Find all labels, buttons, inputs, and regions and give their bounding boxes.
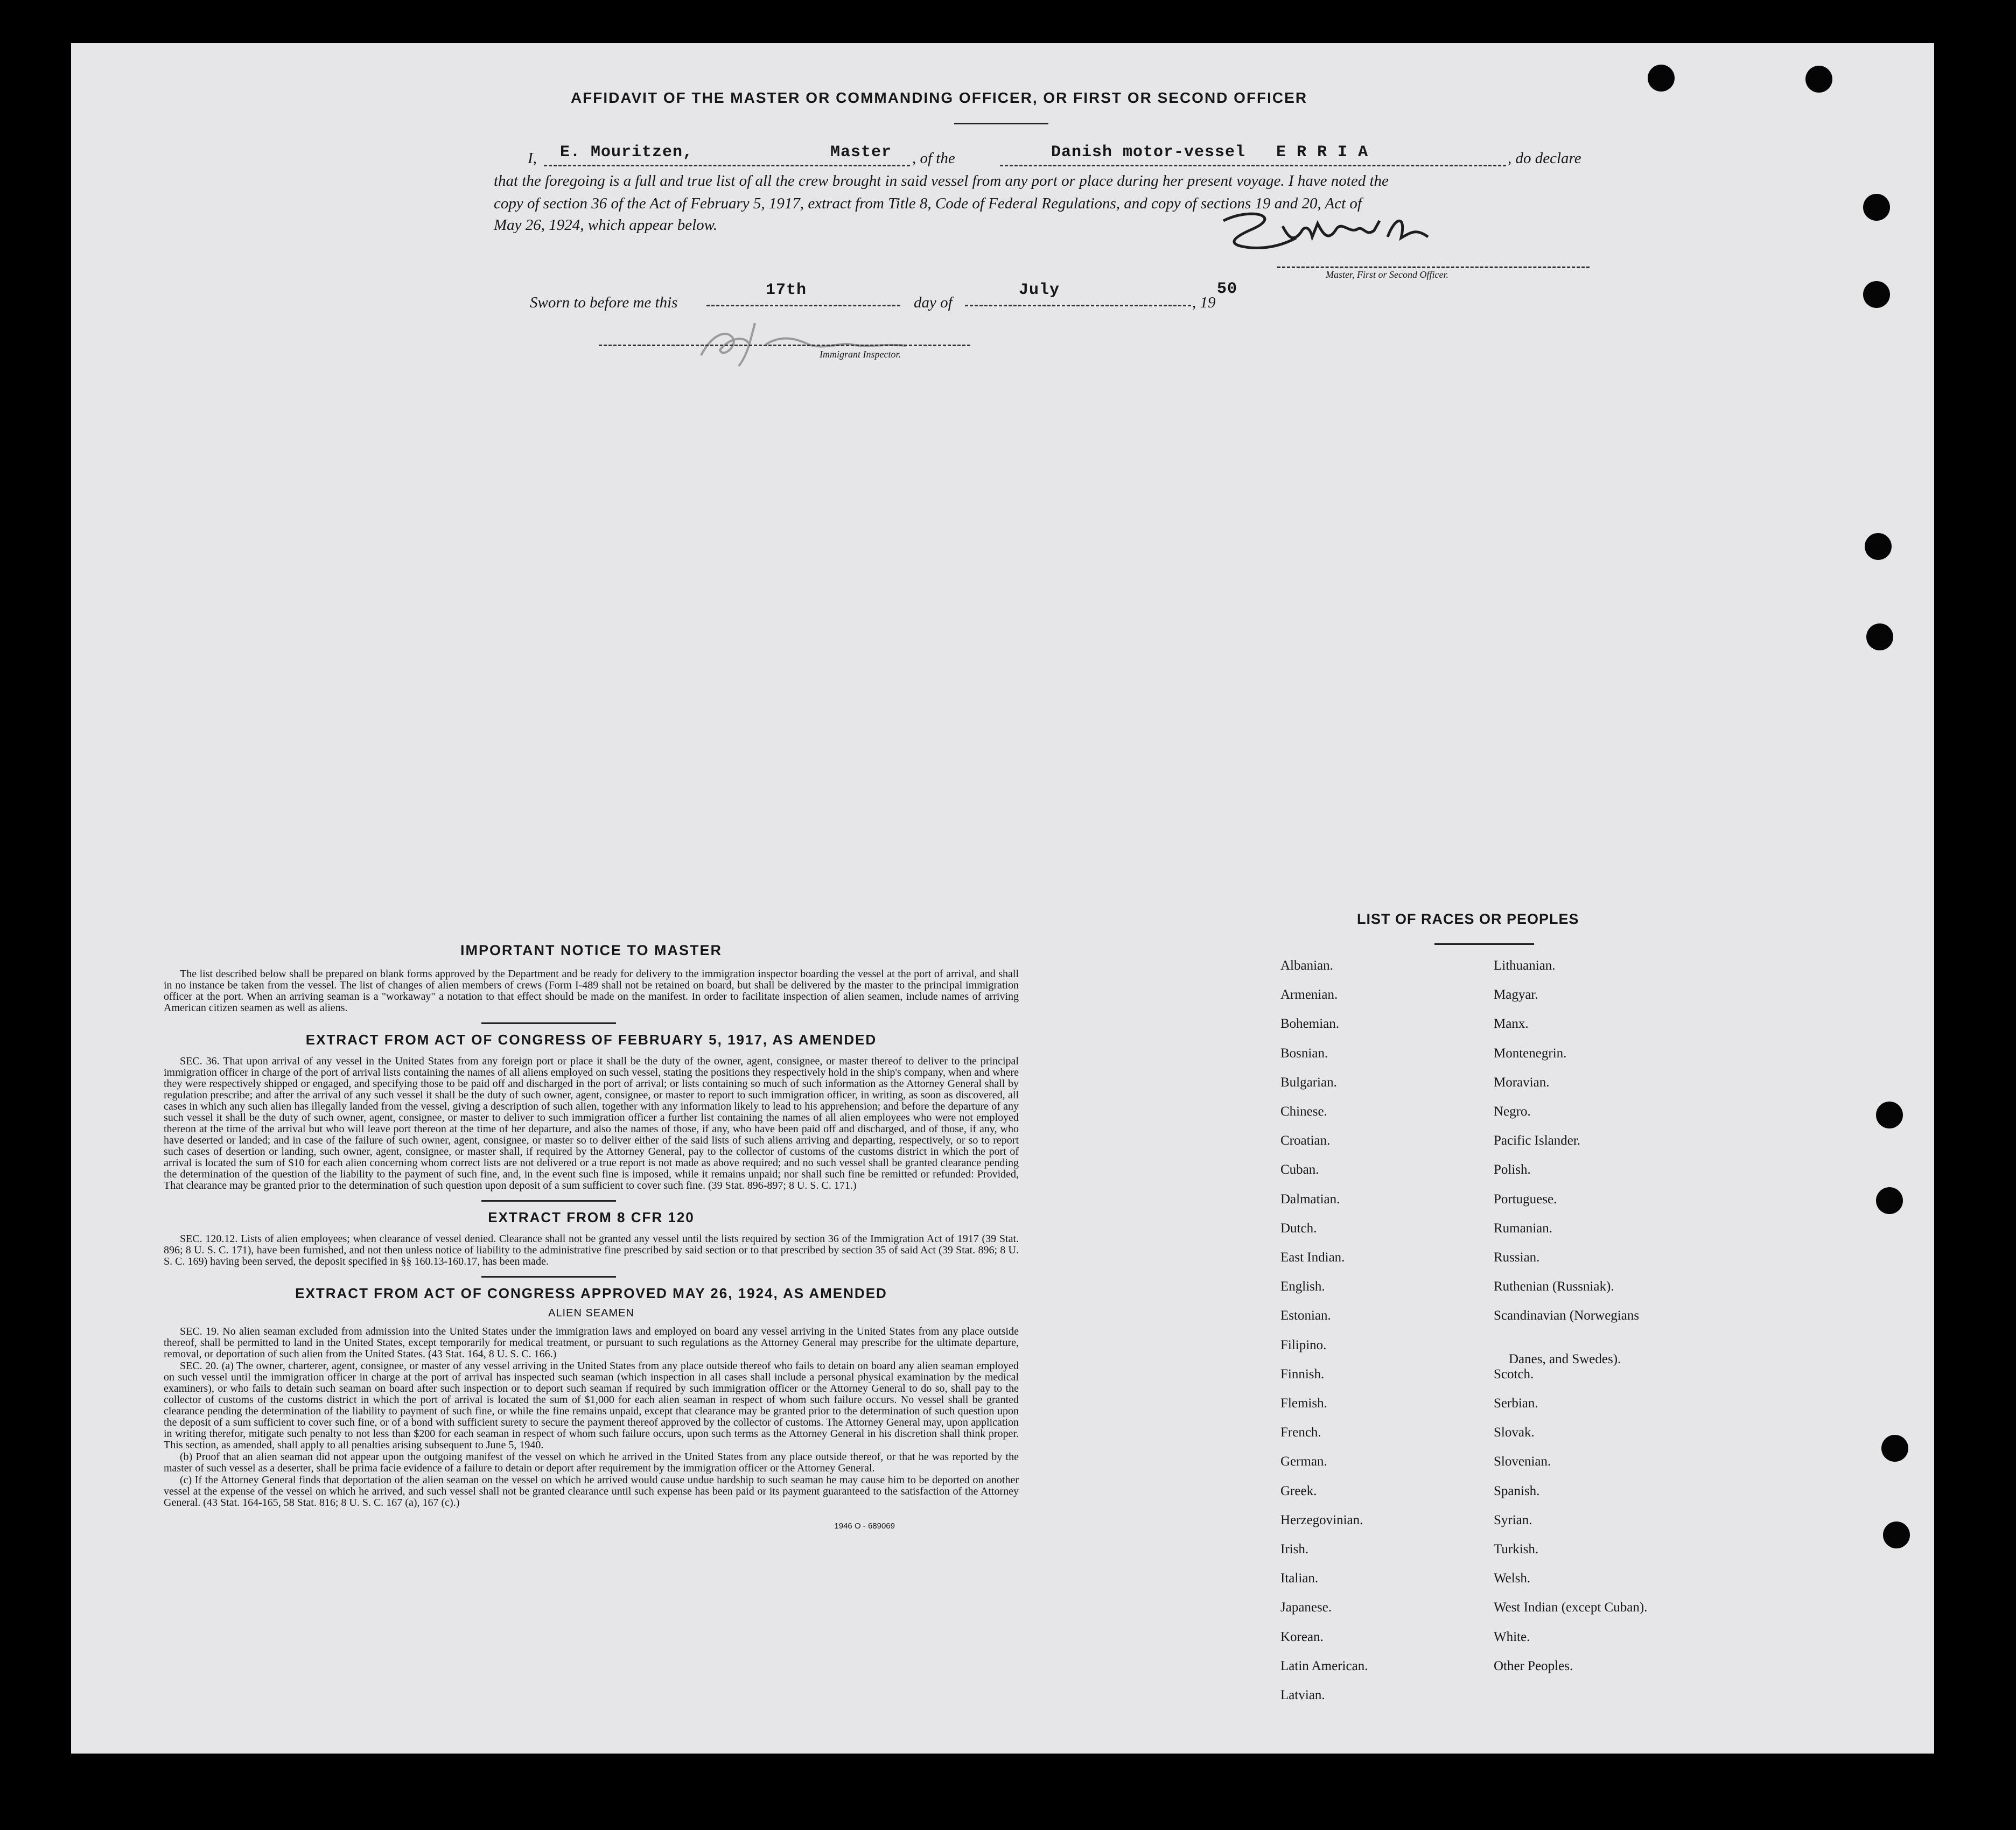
- race-left-item: Korean.: [1280, 1629, 1324, 1644]
- race-right-item: Serbian.: [1494, 1396, 1538, 1411]
- extract-cfr-body: SEC. 120.12. Lists of alien employees; when clearance of vessel denied. Clearance shall not be granted any vessel until the lists required by section 36 of the Immigration Act of 1917 (39 Stat. 896; 8 U. S. C. 171), have been furnished, and not then unless notice of liability to the administrative fine prescribed by said section or to that prescribed by section 35 of said Act (39 Stat. 896; 8 U. S. C. 169) having been served, the deposit specified in §§ 160.13-160.17, has been made.: [164, 1233, 1019, 1267]
- race-left-item: Chinese.: [1280, 1104, 1327, 1119]
- race-left-item: Filipino.: [1280, 1337, 1327, 1352]
- sworn-year: 50: [1217, 280, 1238, 298]
- race-left-item: Armenian.: [1280, 987, 1338, 1002]
- race-right-item: Russian.: [1494, 1250, 1540, 1265]
- race-right-item: West Indian (except Cuban).: [1494, 1600, 1648, 1615]
- race-right-item: Lithuanian.: [1494, 958, 1556, 973]
- extract-1917-title: EXTRACT FROM ACT OF CONGRESS OF FEBRUARY 5, 1917, AS AMENDED: [305, 1032, 877, 1048]
- race-right-item: Magyar.: [1494, 987, 1538, 1002]
- sec-20a-body: SEC. 20. (a) The owner, charterer, agent, consignee, or master of any vessel arriving in the United States from any place outside thereof who fails to detain on board any alien seaman employed on such vessel until the immigration officer in charge at the port of arrival has inspected such seaman (which inspection in all cases shall include a personal physical examination by the medical examiners), or who fails to detain such seaman on board after such inspection or to deport such seaman if required by such immigration officer or the Attorney General to do so, shall pay to the collector of customs of the customs district in which the port of arrival is located the sum of $1,000 for each alien seaman in respect of whom such failure occurs. No vessel shall be granted clearance pending the determination of the liability to payment of such fine, or while the fine remains unpaid, except that clearance may be granted prior to the determination of such question upon the deposit of a sum sufficient to cover such fine, or of a bond with sufficient surety to secure the payment thereof approved by the collector of customs. The Attorney General may, upon application in writing therefor, mitigate such penalty to not less than $200 for each seaman in respect of whom such failure occurs, upon such terms as the Attorney General in his discretion shall think proper. This section, as amended, shall apply to all penalties arising subsequent to June 5, 1940.: [164, 1360, 1019, 1451]
- inspector-signature-line: [599, 345, 970, 346]
- name-line: [544, 165, 910, 166]
- race-left-item: Bosnian.: [1280, 1046, 1328, 1061]
- punch-hole: [1863, 281, 1890, 308]
- race-right-item: Pacific Islander.: [1494, 1133, 1581, 1148]
- punch-hole: [1866, 623, 1893, 650]
- year-prefix: , 19: [1192, 294, 1216, 311]
- race-left-item: Dalmatian.: [1280, 1191, 1340, 1207]
- notice-body: The list described below shall be prepared on blank forms approved by the Department and be ready for delivery to the immigration inspector boarding the vessel at the port of arrival, and shall in no instance be taken from the vessel. The list of changes of alien members of crews (Form I-489 shall not be retained on board, but shall be delivered by the master to the principal immigration officer at the port. When an arriving seaman is a "workaway" a notation to that effect should be made on the manifest. In order to facilitate inspection of alien seamen, include names of arriving American citizen seamen as well as aliens.: [164, 968, 1019, 1014]
- race-left-item: Herzegovinian.: [1280, 1512, 1363, 1527]
- race-right-item: White.: [1494, 1629, 1530, 1644]
- extract-1924-subtitle: ALIEN SEAMEN: [548, 1307, 634, 1319]
- race-right-item: Ruthenian (Russniak).: [1494, 1279, 1614, 1294]
- race-right-item: Moravian.: [1494, 1075, 1550, 1090]
- race-right-item: Slovenian.: [1494, 1454, 1551, 1469]
- punch-hole: [1863, 194, 1890, 221]
- day-line: [706, 305, 900, 306]
- race-left-item: Cuban.: [1280, 1162, 1319, 1177]
- race-right-item: Scotch.: [1494, 1366, 1534, 1382]
- punch-hole: [1876, 1102, 1903, 1128]
- master-caption: Master, First or Second Officer.: [1326, 269, 1448, 280]
- month-line: [965, 305, 1191, 306]
- affidavit-pronoun: I,: [528, 150, 537, 167]
- document-title: AFFIDAVIT OF THE MASTER OR COMMANDING OFFICER, OR FIRST OR SECOND OFFICER: [570, 89, 1308, 106]
- affidavit-line-3: copy of section 36 of the Act of February 5, 1917, extract from Title 8, Code of Federal Regulations, and copy of sections 19 and 20, Act of: [494, 195, 1362, 212]
- race-left-item: Bohemian.: [1280, 1016, 1340, 1032]
- vessel-name: Danish motor-vessel E R R I A: [1051, 143, 1369, 162]
- extract-1924-title: EXTRACT FROM ACT OF CONGRESS APPROVED MAY 26, 1924, AS AMENDED: [295, 1285, 887, 1301]
- race-right-item: Rumanian.: [1494, 1221, 1553, 1236]
- important-notice-block: [164, 942, 1019, 1531]
- punch-hole: [1883, 1522, 1910, 1548]
- race-right-item: Spanish.: [1494, 1483, 1540, 1498]
- race-left-item: Flemish.: [1280, 1396, 1327, 1411]
- race-right-item: Portuguese.: [1494, 1191, 1557, 1207]
- of-the-text: , of the: [912, 150, 955, 167]
- race-left-item: Greek.: [1280, 1483, 1317, 1498]
- master-signature-line: [1277, 267, 1590, 268]
- master-rank: Master: [830, 143, 892, 162]
- races-title: LIST OF RACES OR PEOPLES: [1357, 911, 1579, 927]
- races-divider: [1434, 943, 1534, 945]
- race-right-item: Montenegrin.: [1494, 1046, 1567, 1061]
- sec-20b-body: (b) Proof that an alien seaman did not appear upon the outgoing manifest of the vessel on which he arrived in the United States from any place outside thereof, or that he was reported by the master of such vessel as a deserter, shall be prima facie evidence of a failure to detain or deport after requirement by the immigration officer or the Attorney General.: [164, 1451, 1019, 1474]
- extract-1917-divider: [481, 1200, 616, 1202]
- race-right-item: Welsh.: [1494, 1571, 1531, 1586]
- sworn-month: July: [1019, 281, 1060, 299]
- race-left-item: Estonian.: [1280, 1308, 1331, 1323]
- race-right-item: Manx.: [1494, 1016, 1529, 1032]
- print-code: 1946 O - 689069: [834, 1522, 895, 1531]
- extract-1917-body: SEC. 36. That upon arrival of any vessel in the United States from any foreign port or place it shall be the duty of the owner, agent, consignee, or master thereof to deliver to the principal immigration officer in charge of the port of arrival lists containing the names of all aliens employed on such vessel, stating the positions they respectively hold in the ship's company, when and where they were respectively shipped or engaged, and specifying those to be paid off and discharged in the port of arrival; or lists containing so much of such information as the Attorney General shall by regulation prescribe; and after the arrival of any such vessel it shall be the duty of such owner, agent, consignee, or master to report to such immigration officer, in writing, as soon as discovered, all cases in which any such alien has illegally landed from the vessel, giving a description of such alien, together with any information likely to lead to his apprehension; and before the departure of any such vessel it shall be the duty of such owner, agent, consignee, or master to deliver to such immigration officer a further list containing the names of all alien employees who were not employed thereon at the time of the arrival but who will leave port thereon at the time of her departure, and also the names of those, if any, who have been paid off and discharged, and of those, if any, who have deserted or landed; and in case of the failure of such owner, agent, consignee, or master so to deliver either of the said lists of such aliens arriving and departing, respectively, or so to report such cases of desertion or landing, such owner, agent, consignee, or master shall, if required by the Attorney General, pay to the collector of customs of the customs district in which the port of arrival is located the sum of $10 for each alien concerning whom correct lists are not delivered or a true report is not made as above required; and no such vessel shall be granted clearance pending the determination of the question of the liability to the payment of such fine, and, in the event such fine is imposed, while it remains unpaid; nor shall such fine be remitted or refunded: Provided, That clearance may be granted prior to the determination of such question upon deposit of a sum sufficient to cover such fine. (39 Stat. 896-897; 8 U. S. C. 171.): [164, 1055, 1019, 1191]
- race-right-item: Polish.: [1494, 1162, 1531, 1177]
- affidavit-line-2: that the foregoing is a full and true list of all the crew brought in said vessel from any port or place during her present voyage. I have noted the: [494, 172, 1389, 190]
- day-of-text: day of: [914, 294, 953, 311]
- race-right-item: Syrian.: [1494, 1512, 1532, 1527]
- master-name: E. Mouritzen,: [560, 143, 694, 162]
- document-sheet: [71, 43, 1934, 1754]
- inspector-caption: Immigrant Inspector.: [820, 349, 901, 360]
- extract-cfr-title: EXTRACT FROM 8 CFR 120: [488, 1209, 695, 1225]
- punch-hole: [1648, 65, 1675, 92]
- punch-hole: [1805, 66, 1832, 93]
- race-left-item: Albanian.: [1280, 958, 1333, 973]
- inspector-signature: [690, 312, 970, 371]
- punch-hole: [1865, 533, 1892, 560]
- race-right-item: Other Peoples.: [1494, 1658, 1573, 1673]
- race-left-item: Dutch.: [1280, 1221, 1317, 1236]
- race-left-item: Latvian.: [1280, 1688, 1325, 1702]
- punch-hole: [1876, 1187, 1903, 1214]
- race-right-item: Danes, and Swedes).: [1509, 1351, 1621, 1366]
- race-left-item: Italian.: [1280, 1571, 1319, 1586]
- race-right-item: Slovak.: [1494, 1425, 1535, 1440]
- master-signature: [1202, 205, 1482, 264]
- race-left-item: Irish.: [1280, 1542, 1309, 1556]
- race-left-item: Japanese.: [1280, 1600, 1332, 1615]
- extract-cfr-divider: [481, 1276, 616, 1278]
- sworn-prefix: Sworn to before me this: [530, 294, 678, 311]
- race-left-item: Bulgarian.: [1280, 1075, 1337, 1090]
- race-left-item: English.: [1280, 1279, 1325, 1294]
- notice-title: IMPORTANT NOTICE TO MASTER: [460, 942, 722, 958]
- race-left-item: East Indian.: [1280, 1250, 1345, 1265]
- title-divider: [954, 123, 1048, 124]
- race-left-item: German.: [1280, 1454, 1327, 1469]
- notice-divider: [481, 1022, 616, 1024]
- sworn-day: 17th: [766, 281, 807, 299]
- race-right-item: Scandinavian (Norwegians: [1494, 1308, 1640, 1323]
- sec-20c-body: (c) If the Attorney General finds that deportation of the alien seaman on the vessel on which he arrived would cause undue hardship to such seaman he may cause him to be deported on another vessel at the expense of the vessel on which he arrived, and such vessel shall not be granted clearance until such expense has been paid or its payment guaranteed to the satisfaction of the Attorney General. (43 Stat. 164-165, 58 Stat. 816; 8 U. S. C. 167 (a), 167 (c).): [164, 1474, 1019, 1509]
- do-declare-text: , do declare: [1508, 150, 1581, 167]
- race-right-item: Negro.: [1494, 1104, 1531, 1119]
- race-left-item: French.: [1280, 1425, 1321, 1440]
- sec-19-body: SEC. 19. No alien seaman excluded from admission into the United States under the immigration laws and employed on board any vessel arriving in the United States from any place outside thereof, shall be permitted to land in the United States, except temporarily for medical treatment, or pursuant to such regulations as the Attorney General may prescribe for the ultimate departure, removal, or deportation of such alien from the United States. (43 Stat. 164, 8 U. S. C. 166.): [164, 1326, 1019, 1360]
- race-left-item: Finnish.: [1280, 1366, 1325, 1382]
- punch-hole: [1881, 1435, 1908, 1462]
- race-left-item: Latin American.: [1280, 1658, 1368, 1673]
- affidavit-line-4: May 26, 1924, which appear below.: [494, 216, 718, 234]
- vessel-line: [1000, 165, 1506, 166]
- race-right-item: Turkish.: [1494, 1542, 1539, 1556]
- race-left-item: Croatian.: [1280, 1133, 1331, 1148]
